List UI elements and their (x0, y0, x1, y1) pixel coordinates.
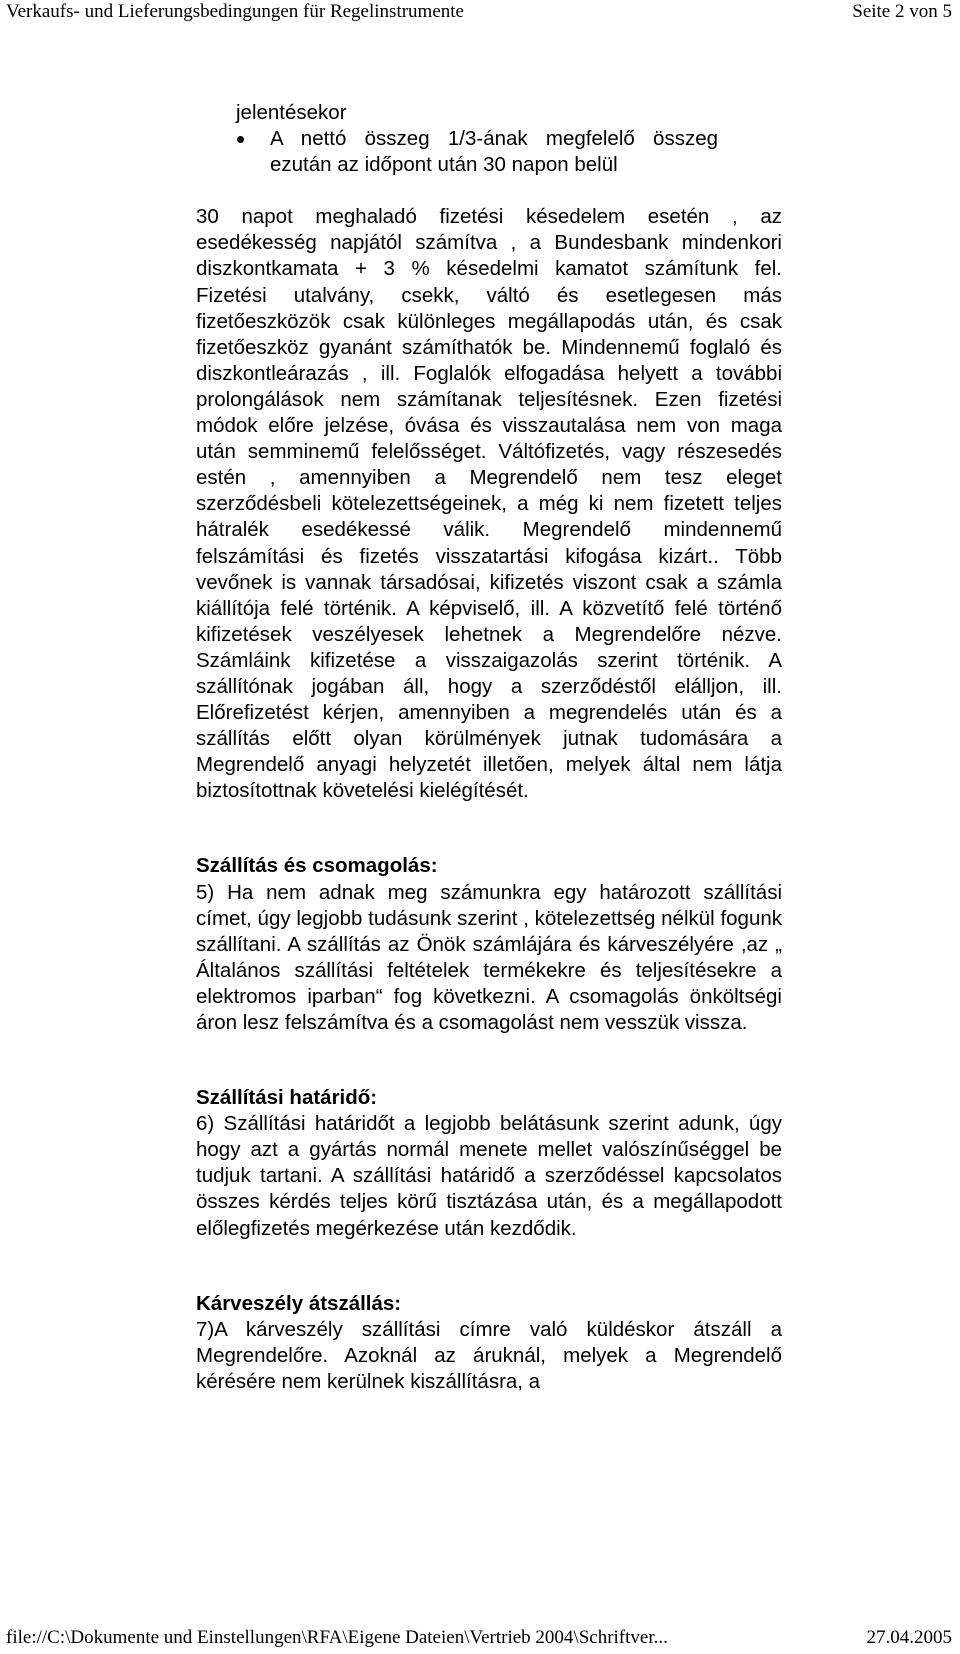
file-path: file://C:\Dokumente und Einstellungen\RFA\Eigene Dateien\Vertrieb 2004\Schriftver... (6, 1627, 668, 1648)
section-heading-deadline: Szállítási határidő: (196, 1086, 378, 1110)
document-title: Verkaufs- und Lieferungsbedingungen für Regelinstrumente (6, 1, 464, 22)
section-text-deadline: 6) Szállítási határidőt a legjobb belátásunk szerint adunk, úgy hogy azt a gyártás normál menete mellet valószínűséggel be tudjuk tartani. A szállítási határidő a szerződéssel kapcsolatos összes kérdés teljes körű tisztázása után, és a megállapodott előlegfizetés megérkezése után kezdődik. (196, 1112, 782, 1240)
page-footer (6, 1626, 952, 1652)
bullet-item (236, 126, 782, 178)
page-number: Seite 2 von 5 (852, 1, 952, 22)
print-date: 27.04.2005 (866, 1627, 952, 1648)
section-heading-shipping: Szállítás és csomagolás: (196, 854, 438, 878)
bullet-text: A nettó összeg 1/3-ának megfelelő összeg ezután az időpont után 30 napon belül (270, 127, 718, 177)
payment-paragraph: 30 napot meghaladó fizetési késedelem esetén , az esedékesség napjától számítva , a Bundesbank mindenkori diszkontkamata + 3 % késedelmi kamatot számítunk fel. Fizetési utalvány, csekk, váltó és esetlegesen más fizetőeszközök csak különleges megállapodás után, és csak fizetőeszköz gyanánt számíthatók be. Mindennemű foglaló és diszkontleárazás , ill. Foglalók elfogadása helyett a további prolongálások nem számítanak teljesítésnek. Ezen fizetési módok előre jelzése, óvása és visszautalása nem von maga után semminemű felelősséget. Váltófizetés, vagy részesedés estén , amennyiben a Megrendelő nem tesz eleget szerződésbeli kötelezettségeinek, a még ki nem fizetett teljes hátralék esedékessé válik. Megrendelő mindennemű felszámítási és fizetés visszatartási kifogása kizárt.. Több vevőnek is vannak társadósai, kifizetés viszont csak a számla kiállítója felé történik. A képviselő, ill. A közvetítő felé történő kifizetések veszélyesek lehetnek a Megrendelőre nézve. Számláink kifizetése a visszaigazolás szerint történik. A szállítónak jogában áll, hogy a szerződéstől elálljon, ill. Előrefizetést kérjen, amennyiben a megrendelés után és a szállítás előtt olyan körülmények jutnak tudomására a Megrendelő anyagi helyzetét illetően, melyek által nem látja biztosítottnak követelési kielégítését. (196, 205, 782, 803)
page-header (6, 0, 952, 30)
section-text-risk: 7)A kárveszély szállítási címre való küldéskor átszáll a Megrendelőre. Azoknál az áruknál, melyek a Megrendelő kérésére nem kerülnek kiszállításra, a (196, 1317, 782, 1393)
section-heading-risk: Kárveszély átszállás: (196, 1291, 402, 1315)
section-text-shipping: 5) Ha nem adnak meg számunkra egy határozott szállítási címet, úgy legjobb tudásunk szerint , kötelezettség nélkül fogunk szállítani. A szállítás az Önök számlájára és kárveszélyére ,az „ Általános szállítási feltételek termékekre és teljesítésekre a elektromos iparban“ fog következni. A csomagolás önköltségi áron lesz felszámítva és a csomagolást nem vesszük vissza. (196, 880, 782, 1034)
document-body (196, 100, 782, 1395)
intro-text: jelentésekor (236, 101, 347, 124)
bullet-icon: • (236, 124, 246, 155)
